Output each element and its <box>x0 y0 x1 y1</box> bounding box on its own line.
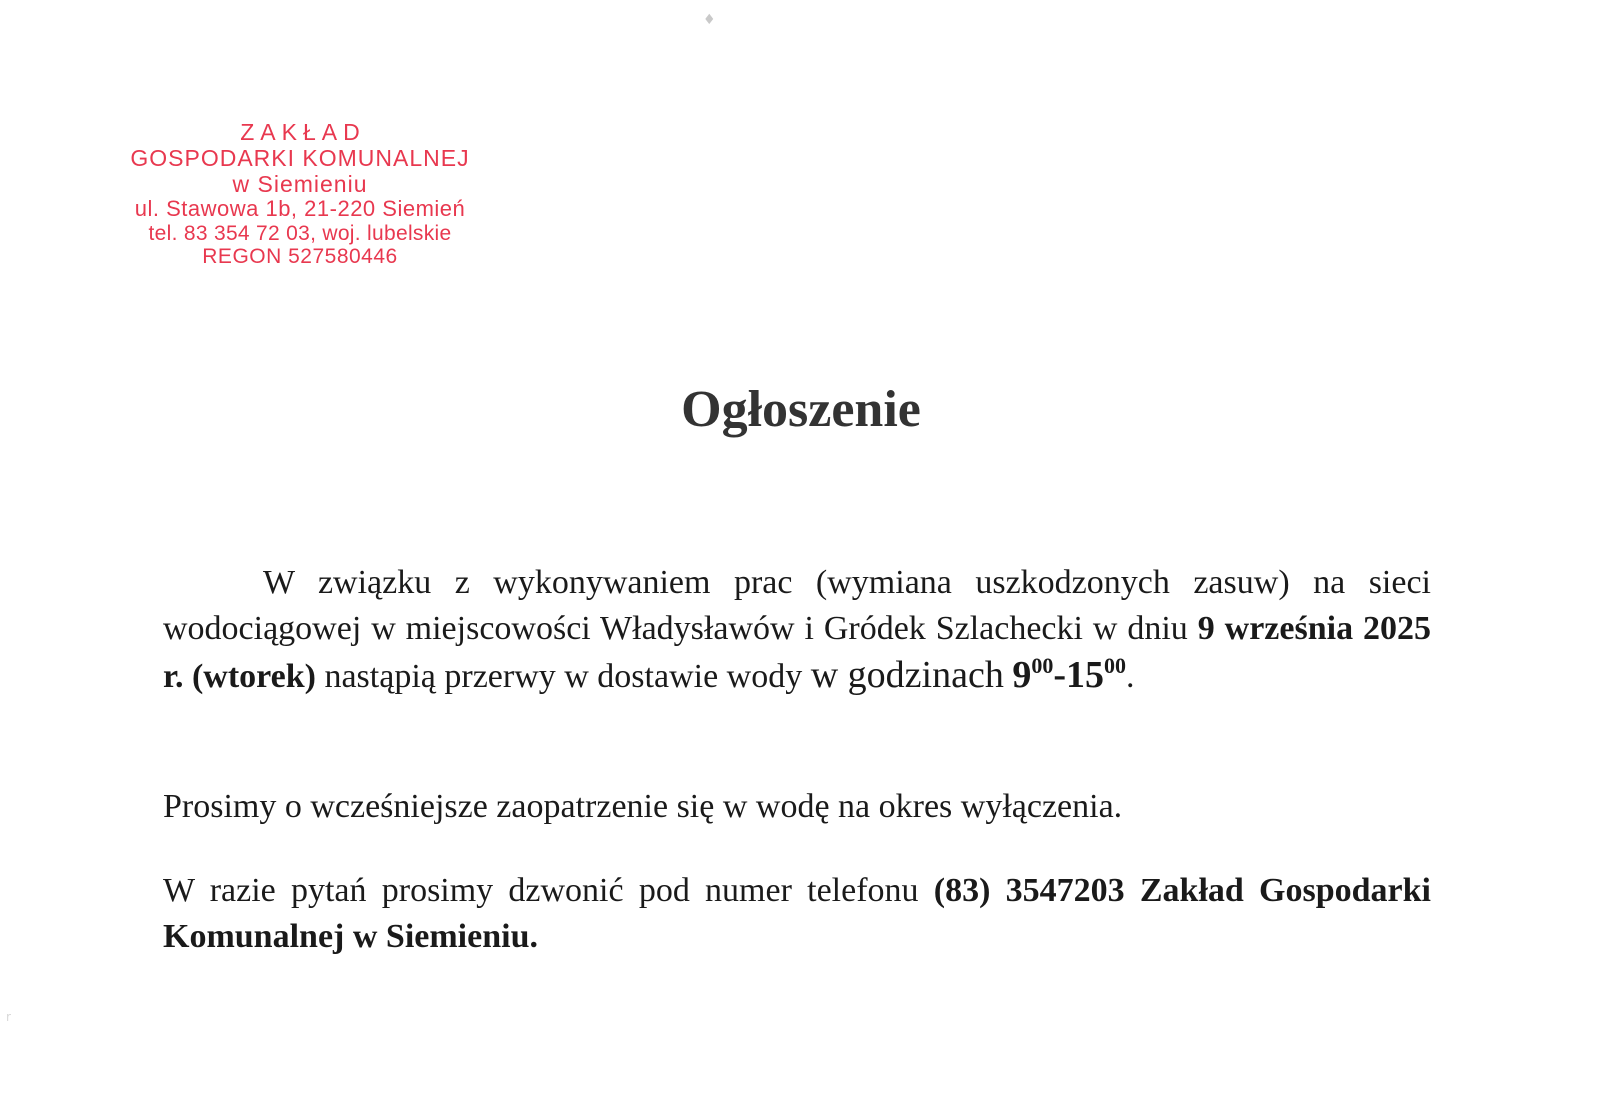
scan-speck: r <box>6 1010 11 1024</box>
contact-paragraph <box>163 868 1431 960</box>
outage-time <box>1012 654 1126 696</box>
contact-intro: W razie pytań prosimy dzwonić pod numer telefonu <box>163 872 934 909</box>
stamp-address: ul. Stawowa 1b, 21-220 Siemień <box>134 196 466 222</box>
request-paragraph: Prosimy o wcześniejsze zaopatrzenie się w wodę na okres wyłączenia. <box>163 788 1123 825</box>
contact-phone-and-name: (83) 3547203 Zakład Gospodarki Komunalnej w Siemieniu. <box>163 872 1431 955</box>
company-stamp <box>80 120 520 269</box>
stamp-regon: REGON 527580446 <box>202 245 398 269</box>
stamp-line-2: GOSPODARKI KOMUNALNEJ <box>130 144 470 171</box>
paragraph-intro: W związku z wykonywaniem prac (wymiana uszkodzonych zasuw) na sieci wodociągowej w miejscowości Władysławów i Gródek Szlachecki w dniu <box>163 564 1431 647</box>
page-title: Ogłoszenie <box>681 381 921 438</box>
time-end-hour: 15 <box>1065 654 1104 696</box>
scan-speck: ♦ <box>703 12 716 28</box>
announcement-paragraph <box>163 560 1431 700</box>
paragraph-end: . <box>1125 658 1135 695</box>
time-separator: - <box>1053 654 1066 696</box>
outage-date: 9 września 2025 r. (wtorek) <box>163 610 1431 695</box>
stamp-line-1: ZAKŁAD <box>240 119 366 145</box>
paragraph-middle: nastąpią przerwy w dostawie wody <box>315 658 811 695</box>
time-start-min: 00 <box>1031 653 1054 678</box>
time-end-min: 00 <box>1103 653 1126 678</box>
stamp-phone: tel. 83 354 72 03, woj. lubelskie <box>148 221 452 245</box>
time-start-hour: 9 <box>1012 654 1032 696</box>
hours-word: w godzinach <box>810 654 1004 696</box>
stamp-line-3: w Siemieniu <box>232 170 368 197</box>
